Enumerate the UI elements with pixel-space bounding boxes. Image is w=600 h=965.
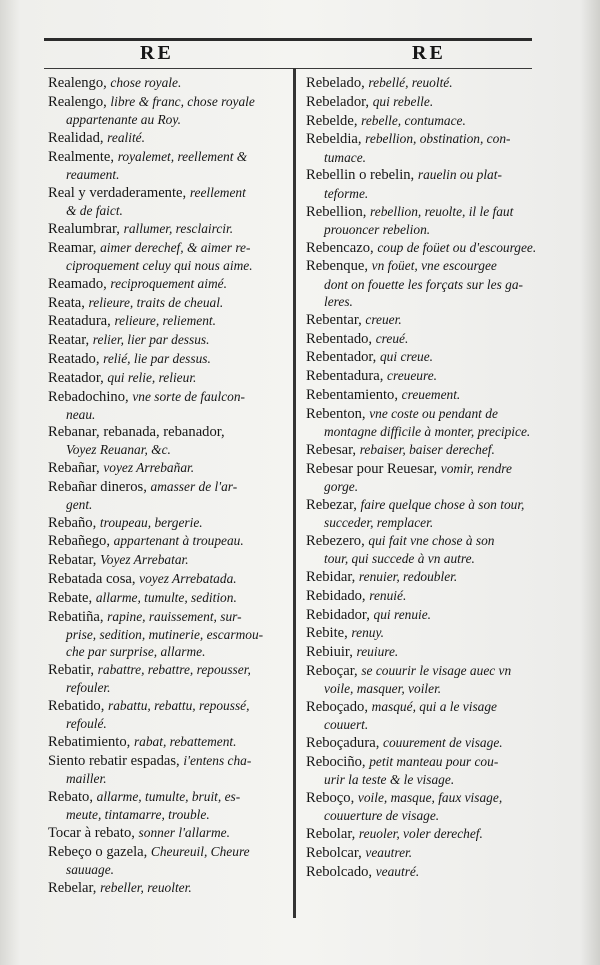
entry-headword: Rebenque, <box>306 258 372 275</box>
entry-headword: Rebatir, <box>48 662 98 678</box>
entry-headword: Rebentador, <box>306 349 380 366</box>
entry-headword: Rebezero, <box>306 532 369 549</box>
entry-headword: Realidad, <box>48 129 108 146</box>
left-column <box>48 74 288 898</box>
entry-definition: renuié. <box>369 587 407 603</box>
entry-continuation: prise, sedition, mutinerie, escarmou- <box>66 626 264 642</box>
entry-headword: Rebenton, <box>306 405 370 422</box>
dictionary-entry <box>48 879 288 897</box>
entry-definition: rebeller, reuolter. <box>100 880 192 896</box>
dictionary-entry <box>48 331 288 349</box>
dictionary-entry <box>48 608 288 661</box>
entry-headword: Rebadochino, <box>48 388 133 405</box>
entry-definition: qui renuie. <box>373 606 432 622</box>
entry-headword: Rebidar, <box>306 569 359 586</box>
entry-definition: qui relie, relieur. <box>107 369 197 385</box>
entry-continuation: gorge. <box>324 479 359 495</box>
entry-headword: Rebatar, <box>48 552 101 569</box>
right-column <box>306 74 544 882</box>
entry-continuation: tumace. <box>324 149 367 165</box>
entry-headword: Reatadura, <box>48 313 115 330</box>
entry-definition: relier, lier par dessus. <box>92 332 210 348</box>
entry-definition: libre & franc, chose royale <box>110 93 255 109</box>
entry-definition: rauelin ou plat- <box>417 167 502 183</box>
entry-headword: Rebato, <box>48 789 97 806</box>
dictionary-entry <box>306 662 544 698</box>
entry-headword: Rebelador, <box>306 93 373 110</box>
entry-definition: Voyez Arrebatar. <box>100 552 189 568</box>
entry-definition: se couurir le visage auec vn <box>361 663 512 678</box>
dictionary-entry <box>48 843 288 879</box>
entry-headword: Rebeldia, <box>306 131 366 148</box>
entry-headword: Rebite, <box>306 625 352 642</box>
dictionary-entry <box>48 93 288 129</box>
entry-headword: Realengo, <box>48 75 111 91</box>
dictionary-entry <box>48 388 288 424</box>
entry-headword: Rebolar, <box>306 826 359 843</box>
dictionary-entry <box>306 441 544 459</box>
dictionary-entry <box>48 733 288 751</box>
running-header <box>44 42 532 66</box>
entry-headword: Rebolcar, <box>306 844 366 861</box>
entry-continuation: teforme. <box>324 185 369 201</box>
entry-definition: sonner l'allarme. <box>138 825 230 841</box>
entry-headword: Siento rebatir espadas, <box>48 752 184 769</box>
dictionary-entry <box>48 424 288 459</box>
entry-definition: voyez Arrebañar. <box>103 459 195 475</box>
dictionary-entry <box>306 405 544 441</box>
entry-headword: Rebidado, <box>306 587 370 604</box>
entry-definition: allarme, tumulte, sedition. <box>95 589 237 605</box>
entry-definition: reellement <box>189 184 246 200</box>
dictionary-entry <box>306 587 544 605</box>
entry-definition: voile, masque, faux visage, <box>357 790 503 806</box>
entry-definition: petit manteau pour cou- <box>369 753 499 769</box>
dictionary-entry <box>306 532 544 568</box>
entry-headword: Rebañar dineros, <box>48 478 151 495</box>
entry-definition: rebellion, obstination, con- <box>365 131 511 147</box>
entry-definition: troupeau, bergerie. <box>99 514 203 530</box>
entry-headword: Rebociño, <box>306 753 370 770</box>
entry-definition: rebelle, contumace. <box>361 112 466 128</box>
entry-continuation: che par surprise, allarme. <box>66 644 206 660</box>
entry-definition: qui creue. <box>379 349 434 365</box>
entry-definition: aimer derechef, & aimer re- <box>100 239 251 255</box>
entry-continuation: prouoncer rebelion. <box>324 221 431 237</box>
entry-continuation: refouler. <box>66 680 111 696</box>
entry-definition: vomir, rendre <box>440 460 512 476</box>
entry-continuation: & de faict. <box>66 203 123 219</box>
entry-definition: reuoler, voler derechef. <box>358 826 483 842</box>
dictionary-entry <box>48 459 288 477</box>
dictionary-entry <box>306 844 544 862</box>
entry-continuation: tour, qui succede à vn autre. <box>324 551 475 567</box>
entry-definition: veautré. <box>375 863 420 879</box>
entry-definition: rebellé, reuolté. <box>368 75 453 90</box>
dictionary-entry <box>306 130 544 166</box>
entry-definition: veautrer. <box>365 844 413 860</box>
dictionary-entry <box>48 589 288 607</box>
dictionary-entry <box>306 789 544 825</box>
entry-continuation: gent. <box>66 496 93 512</box>
entry-definition: chose royale. <box>110 75 182 90</box>
dictionary-entry <box>306 496 544 532</box>
entry-definition: creuer. <box>365 311 402 327</box>
entry-continuation: appartenante au Roy. <box>66 112 181 128</box>
dictionary-entry <box>306 568 544 586</box>
entry-continuation: meute, tintamarre, trouble. <box>66 807 210 823</box>
entry-definition: qui fait vne chose à son <box>368 532 495 548</box>
entry-headword: Reamar, <box>48 239 101 256</box>
entry-definition: amasser de l'ar- <box>150 478 238 494</box>
entry-definition: rabat, rebattement. <box>133 734 237 750</box>
dictionary-entry <box>48 570 288 588</box>
dictionary-entry <box>306 643 544 661</box>
dictionary-entry <box>48 752 288 788</box>
entry-definition: couurement de visage. <box>383 735 503 751</box>
dictionary-entry <box>306 239 544 257</box>
entry-continuation: ciproquement celuy qui nous aime. <box>66 257 253 273</box>
dictionary-entry <box>48 129 288 147</box>
dictionary-entry <box>48 312 288 330</box>
dictionary-entry <box>306 257 544 310</box>
dictionary-entry <box>306 348 544 366</box>
entry-continuation: sauuage. <box>66 862 114 878</box>
dictionary-entry <box>306 367 544 385</box>
entry-continuation: couuerture de visage. <box>324 808 440 824</box>
header-left: RE <box>140 42 174 64</box>
entry-continuation: voile, masquer, voiler. <box>324 681 442 697</box>
entry-headword: Rebencazo, <box>306 239 378 256</box>
entry-headword: Rebezar, <box>306 496 361 513</box>
entry-continuation: leres. <box>324 294 353 310</box>
entry-continuation: neau. <box>66 406 96 422</box>
entry-headword: Rebañar, <box>48 459 104 476</box>
entry-headword: Rebelado, <box>306 75 369 91</box>
entry-continuation: dont on fouette les forçats sur les ga- <box>324 276 523 292</box>
entry-definition: voyez Arrebatada. <box>139 571 237 587</box>
dictionary-entry <box>306 166 544 202</box>
entry-headword: Reamado, <box>48 275 111 292</box>
entry-headword: Rebiuir, <box>306 644 357 661</box>
entry-headword: Rebañego, <box>48 533 114 550</box>
dictionary-entry <box>48 661 288 697</box>
header-rule <box>44 68 532 69</box>
entry-headword: Reboçado, <box>306 699 372 716</box>
entry-definition: creueure. <box>387 368 437 384</box>
entry-continuation: succeder, remplacer. <box>324 515 434 531</box>
entry-continuation: Voyez Reuanar, &c. <box>66 441 171 457</box>
entry-definition: rabattu, rebattu, repoussé, <box>108 698 250 714</box>
entry-headword: Rebentamiento, <box>306 387 402 404</box>
entry-headword: Rebatido, <box>48 698 108 715</box>
entry-headword: Rebesar pour Reuesar, <box>306 460 441 477</box>
entry-definition: renuy. <box>351 625 385 641</box>
entry-definition: rallumer, resclaircir. <box>123 220 234 236</box>
entry-definition: rapine, rauissement, sur- <box>107 608 242 624</box>
dictionary-entry <box>306 460 544 496</box>
entry-definition: i'entens cha- <box>183 752 252 768</box>
dictionary-entry <box>48 350 288 368</box>
dictionary-entry <box>48 74 288 92</box>
entry-headword: Rebatimiento, <box>48 734 134 751</box>
dictionary-entry <box>306 74 544 92</box>
entry-definition: renuier, redoubler. <box>358 569 458 585</box>
entry-headword: Rebatada cosa, <box>48 571 140 588</box>
dictionary-entry <box>48 148 288 184</box>
entry-headword: Reboçadura, <box>306 735 383 752</box>
entry-headword: Rebidador, <box>306 606 374 623</box>
entry-headword: Rebolcado, <box>306 863 376 880</box>
entry-definition: vne coste ou pendant de <box>369 405 498 421</box>
entry-continuation: reaument. <box>66 166 120 182</box>
entry-headword: Rebaño, <box>48 514 100 531</box>
entry-definition: creuement. <box>401 387 461 403</box>
dictionary-entry <box>48 239 288 275</box>
dictionary-entry <box>48 697 288 733</box>
entry-definition: realité. <box>107 129 145 145</box>
entry-definition: relieure, reliement. <box>114 313 216 329</box>
entry-headword: Realumbrar, <box>48 220 124 237</box>
dictionary-entry <box>48 478 288 514</box>
dictionary-entry <box>306 734 544 752</box>
entry-definition: reciproquement aimé. <box>110 275 227 291</box>
dictionary-entry <box>306 753 544 789</box>
entry-headword: Tocar à rebato, <box>48 825 139 842</box>
entry-headword: Rebentadura, <box>306 368 388 385</box>
entry-headword: Rebellion, <box>306 203 371 220</box>
dictionary-entry <box>48 294 288 312</box>
entry-continuation: montagne difficile à monter, precipice. <box>324 424 531 440</box>
entry-definition: creué. <box>375 330 409 346</box>
entry-definition: rebaiser, baiser derechef. <box>359 441 495 457</box>
dictionary-entry <box>306 386 544 404</box>
entry-continuation: mailler. <box>66 771 107 787</box>
dictionary-entry <box>306 203 544 239</box>
entry-headword: Reboçar, <box>306 663 362 679</box>
entry-headword: Real y verdaderamente, <box>48 184 190 201</box>
entry-definition: vn foüet, vne escourgee <box>371 258 497 274</box>
entry-definition: coup de foüet ou d'escourgee. <box>377 239 537 255</box>
dictionary-entry <box>48 369 288 387</box>
dictionary-entry <box>48 184 288 220</box>
dictionary-entry <box>48 514 288 532</box>
dictionary-entry <box>306 825 544 843</box>
dictionary-entry <box>48 824 288 842</box>
column-divider <box>293 68 296 918</box>
dictionary-entry <box>306 330 544 348</box>
entry-headword: Reatado, <box>48 350 104 367</box>
dictionary-entry <box>48 788 288 824</box>
entry-headword: Rebellin o rebelin, <box>306 167 418 184</box>
entry-definition: reuiure. <box>356 644 399 660</box>
dictionary-entry <box>306 112 544 130</box>
entry-headword: Rebate, <box>48 589 96 606</box>
entry-headword: Reatador, <box>48 369 108 386</box>
header-right: RE <box>412 42 446 64</box>
dictionary-entry <box>306 311 544 329</box>
entry-definition: qui rebelle. <box>372 93 434 109</box>
entry-definition: vne sorte de faulcon- <box>132 388 245 404</box>
entry-continuation: urir la teste & le visage. <box>324 772 455 788</box>
entry-headword: Realengo, <box>48 93 111 110</box>
entry-definition: rebellion, reuolte, il le faut <box>370 203 514 219</box>
entry-definition: relié, lie par dessus. <box>103 350 211 366</box>
dictionary-entry <box>306 93 544 111</box>
entry-headword: Rebentar, <box>306 311 366 328</box>
dictionary-entry <box>48 532 288 550</box>
top-rule <box>44 38 532 41</box>
entry-continuation: couuert. <box>324 717 369 733</box>
entry-headword: Realmente, <box>48 148 118 165</box>
entry-headword: Rebelde, <box>306 112 362 129</box>
entry-headword: Rebentado, <box>306 330 376 347</box>
entry-definition: allarme, tumulte, bruit, es- <box>96 789 241 805</box>
entry-definition: masqué, qui a le visage <box>371 699 497 715</box>
entry-definition: Cheureuil, Cheure <box>150 843 250 859</box>
dictionary-entry <box>48 220 288 238</box>
entry-definition: royalemet, reellement & <box>117 148 248 164</box>
entry-definition: faire quelque chose à son tour, <box>360 496 525 512</box>
dictionary-entry <box>48 551 288 569</box>
entry-continuation: refoulé. <box>66 716 107 732</box>
entry-definition: relieure, traits de cheual. <box>88 294 224 310</box>
dictionary-entry <box>306 606 544 624</box>
entry-headword: Rebeço o gazela, <box>48 843 151 860</box>
entry-headword: Reboço, <box>306 790 358 807</box>
entry-headword: Reata, <box>48 294 89 311</box>
entry-headword: Rebanar, rebanada, rebanador, <box>48 423 225 440</box>
entry-definition: rabattre, rebattre, repousser, <box>97 662 251 677</box>
dictionary-entry <box>306 698 544 734</box>
dictionary-entry <box>306 624 544 642</box>
dictionary-entry <box>48 275 288 293</box>
entry-headword: Rebesar, <box>306 441 360 458</box>
entry-headword: Rebatiña, <box>48 608 108 625</box>
dictionary-entry <box>306 863 544 881</box>
entry-definition: appartenant à troupeau. <box>113 533 244 549</box>
entry-headword: Rebelar, <box>48 880 101 897</box>
entry-headword: Reatar, <box>48 332 93 349</box>
